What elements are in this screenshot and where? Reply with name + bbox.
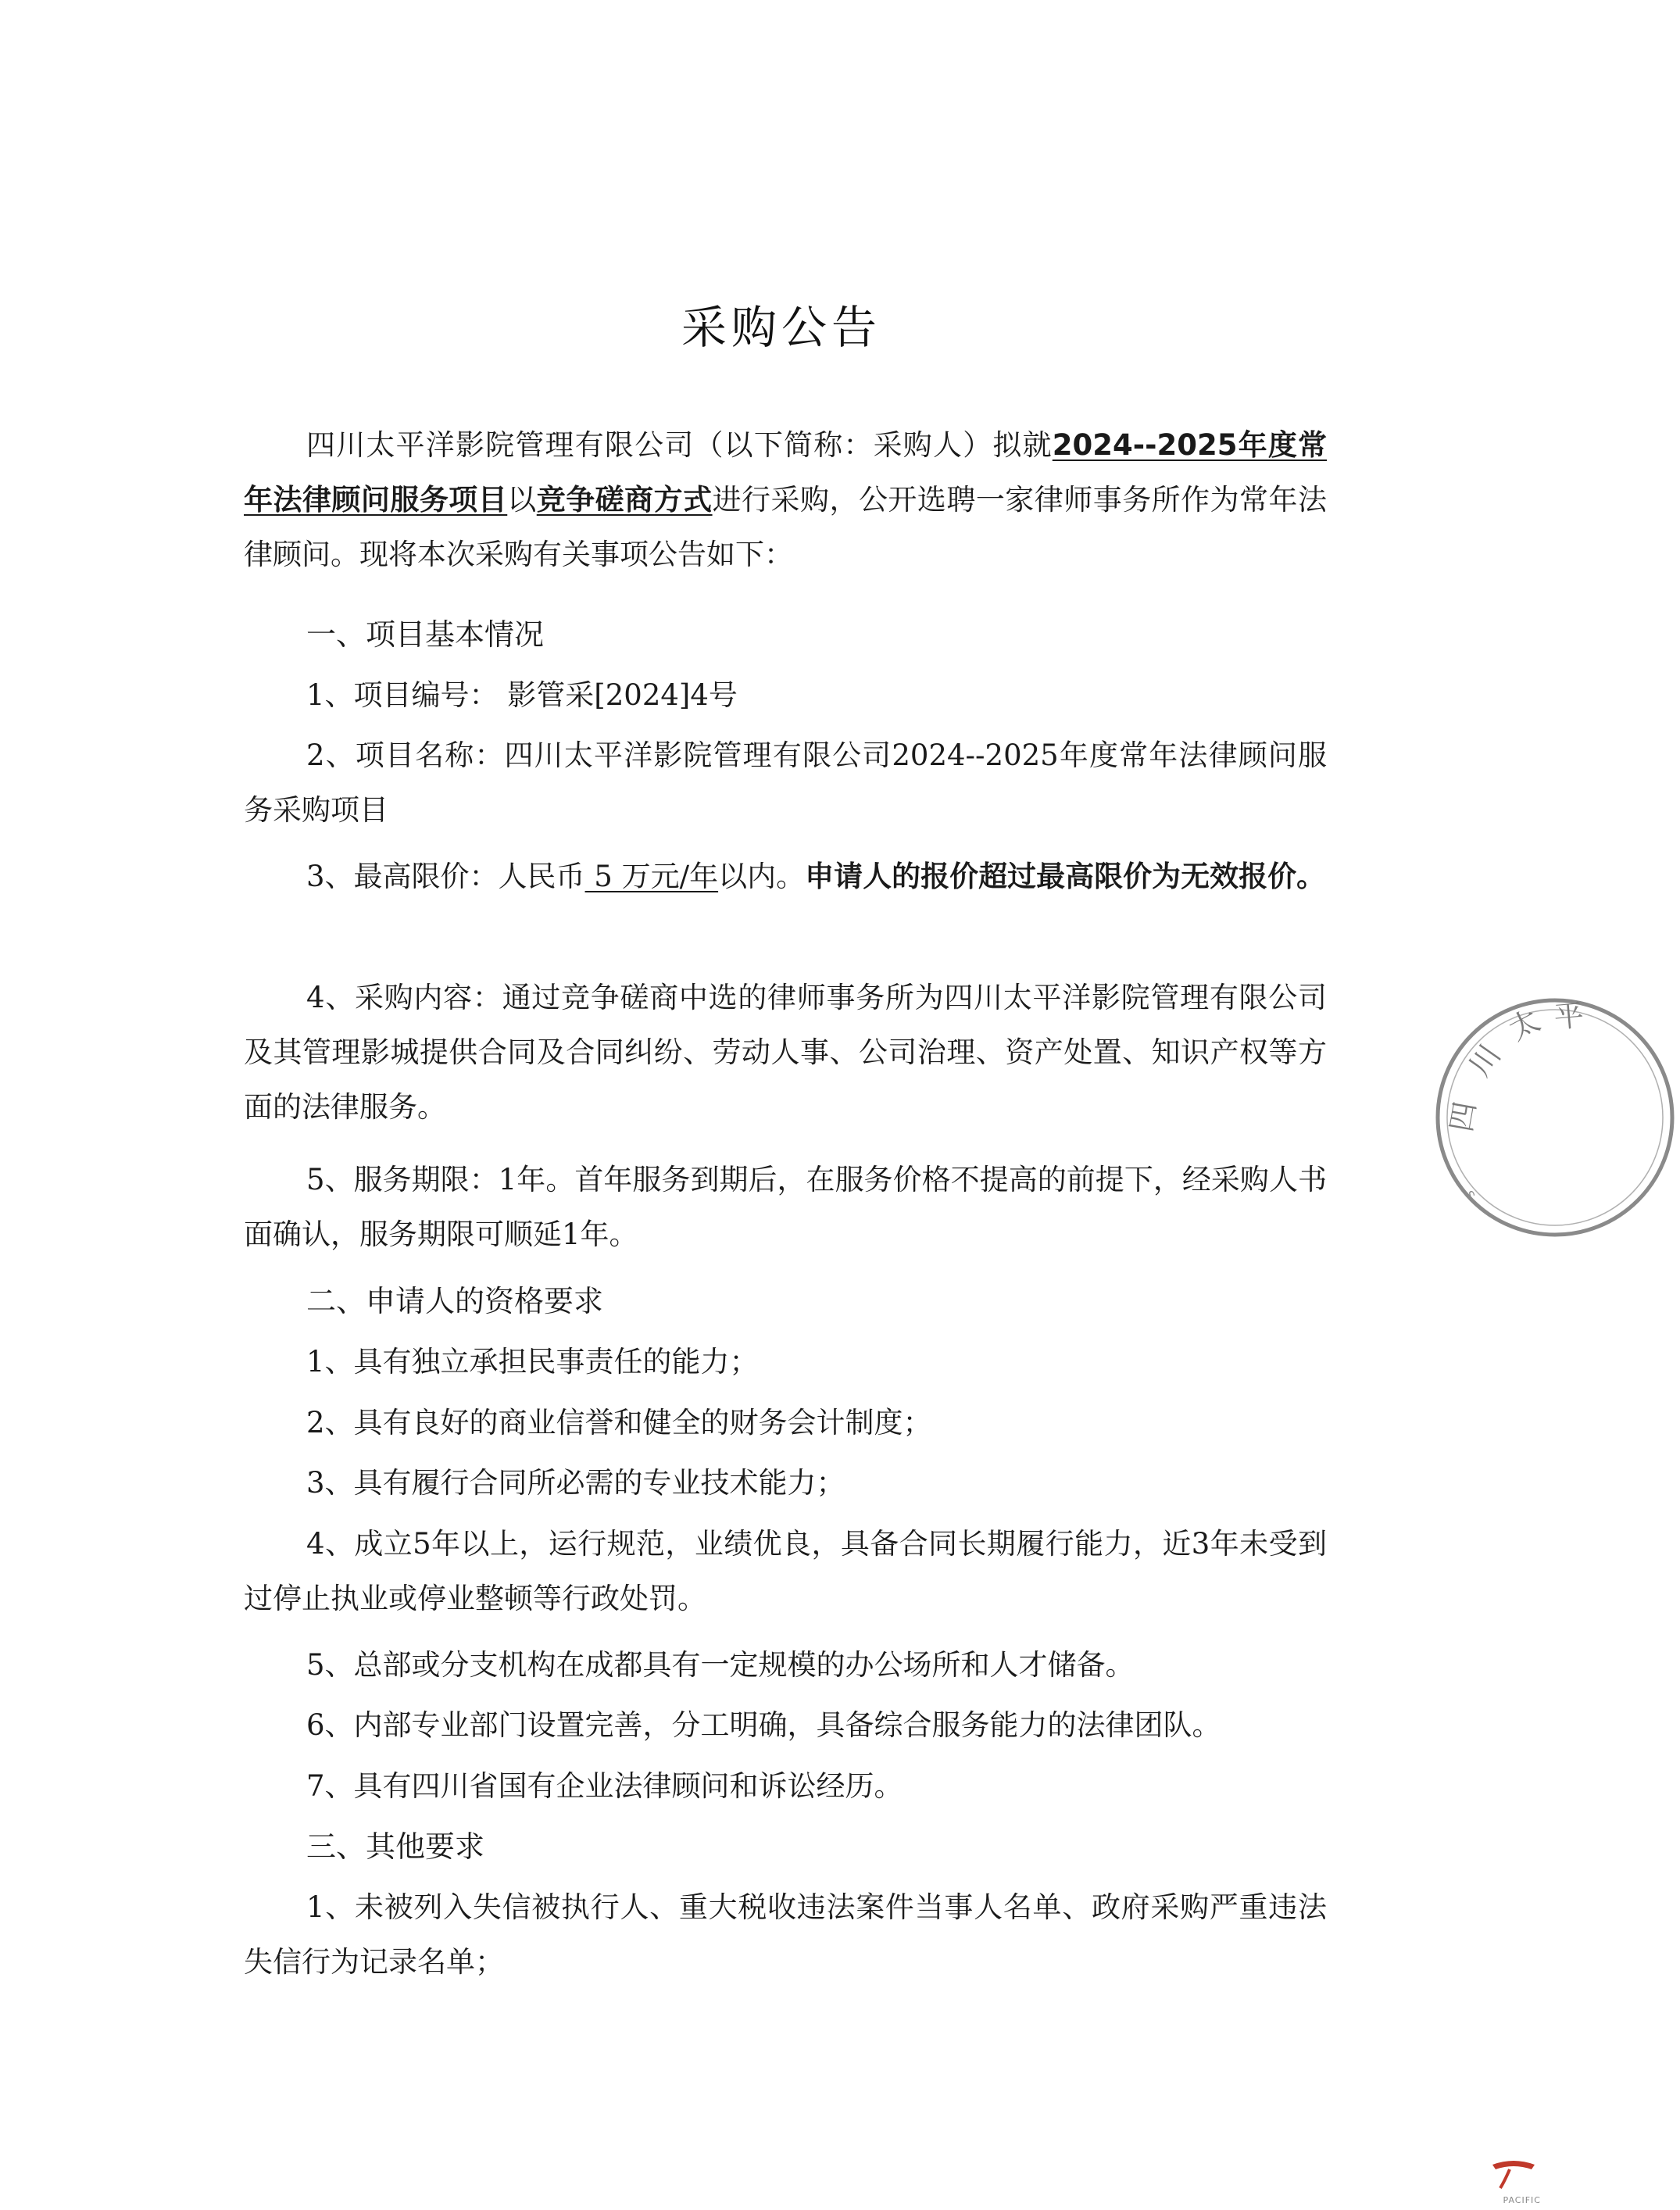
section-2-item-6: 6、内部专业部门设置完善，分工明确，具备综合服务能力的法律团队。	[306, 1708, 1221, 1742]
price-amount: 5 万元/年	[584, 860, 719, 893]
section-2-item-5: 5、总部或分支机构在成都具有一定规模的办公场所和人才储备。	[306, 1648, 1135, 1682]
price-prefix: 3、最高限价：人民币	[306, 860, 585, 893]
section-2-item-4: 4、成立5年以上，运行规范，业绩优良，具备合同长期履行能力，近3年未受到过停止执业或停业整顿等行政处罚。	[244, 1527, 1327, 1615]
intro-text-3: 进行采购，公开选聘一家律师事务所作为常年法律顾问。现将本次采购有关事项公告如下：	[244, 483, 1328, 571]
pacific-logo-text: PACIFIC	[1503, 2195, 1541, 2205]
section-2-item-3: 3、具有履行合同所必需的专业技术能力；	[306, 1466, 845, 1500]
section-1-item-4: 4、采购内容：通过竞争磋商中选的律师事务所为四川太平洋影院管理有限公司及其管理影城提供合同及合同纠纷、劳动人事、公司治理、资产处置、知识产权等方面的法律服务。	[244, 981, 1327, 1124]
intro-project-name: 2024--2025年度常年法律顾问服务项目	[244, 428, 1328, 517]
section-1-item-2: 2、项目名称：四川太平洋影院管理有限公司2024--2025年度常年法律顾问服务采购项目	[244, 738, 1327, 827]
seal-char-1: 四	[1443, 1099, 1483, 1135]
intro-paragraph	[244, 418, 1327, 582]
seal-small-char: S	[1464, 1188, 1478, 1200]
intro-text-1: 四川太平洋影院管理有限公司（以下简称：采购人）拟就	[306, 428, 1053, 462]
pacific-logo-icon	[1486, 2154, 1541, 2201]
company-seal	[1430, 992, 1680, 1243]
seal-char-2: 川	[1462, 1038, 1508, 1083]
price-warning: 申请人的报价超过最高限价为无效报价。	[805, 860, 1326, 893]
section-2-heading: 二、申请人的资格要求	[306, 1284, 604, 1318]
section-2-item-1: 1、具有独立承担民事责任的能力；	[306, 1345, 759, 1379]
seal-char-4: 平	[1552, 997, 1585, 1035]
intro-text-2: 以	[507, 483, 537, 517]
section-2-item-2: 2、具有良好的商业信誉和健全的财务会计制度；	[306, 1406, 932, 1439]
section-1-item-5: 5、服务期限：1年。首年服务到期后，在服务价格不提高的前提下，经采购人书面确认，服务期限可顺延1年。	[244, 1163, 1327, 1251]
intro-method: 竞争磋商方式	[536, 483, 713, 517]
section-3-item-1: 1、未被列入失信被执行人、重大税收违法案件当事人名单、政府采购严重违法失信行为记录名单；	[244, 1890, 1327, 1979]
section-1-heading: 一、项目基本情况	[306, 617, 545, 652]
section-2-item-7: 7、具有四川省国有企业法律顾问和诉讼经历。	[306, 1769, 903, 1803]
section-1-item-1: 1、项目编号： 影管采[2024]4号	[306, 678, 738, 712]
seal-char-3: 太	[1503, 1003, 1546, 1047]
price-suffix: 以内。	[718, 860, 806, 893]
page-title: 采购公告	[681, 301, 881, 354]
section-1-item-3	[244, 849, 1327, 904]
section-3-heading: 三、其他要求	[306, 1829, 485, 1864]
